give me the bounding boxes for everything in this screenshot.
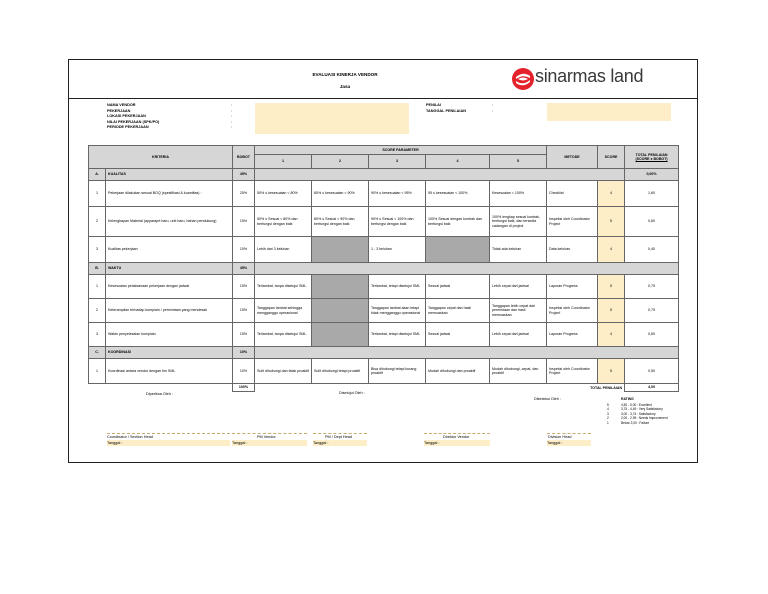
- param-header: 2: [312, 155, 369, 169]
- total-weight: 100%: [233, 384, 255, 392]
- info-labels-left: [107, 103, 159, 131]
- row-weight: 15%: [233, 299, 255, 323]
- grand-total: 4,00: [625, 384, 679, 392]
- row-method: Inspeksi oleh Coordinator Project: [547, 359, 598, 384]
- info-label: PEKERJAAN: [107, 108, 131, 113]
- signature-line: [424, 433, 490, 434]
- section-weight: 45%: [233, 169, 255, 181]
- row-method: Inspeksi oleh Coordinator Project: [547, 299, 598, 323]
- total-label: TOTAL PENILAIAN: [590, 385, 623, 390]
- row-method: Checklist: [547, 181, 598, 207]
- row-number: 3: [89, 323, 106, 347]
- signature-line: [313, 433, 367, 434]
- table-row: [89, 207, 679, 237]
- param-cell: Tanggapan lambat sehingga mengganggu operasional: [255, 299, 312, 323]
- role-pm-vendor: PM Vendor: [257, 435, 276, 439]
- header-total-line1: TOTAL PENILAIAN: [635, 152, 668, 157]
- row-weight: 20%: [233, 181, 255, 207]
- header-kriteria: KRITERIA: [89, 146, 233, 169]
- section-letter: C.: [89, 347, 106, 359]
- row-criteria: Kesesuaian pelaksanaan pekerjaan dengan jadwal: [106, 275, 233, 299]
- header-total: [625, 146, 679, 169]
- row-number: 1: [89, 275, 106, 299]
- score-input[interactable]: 5: [598, 275, 625, 299]
- table-footer-row: [89, 384, 679, 392]
- signature-line: [547, 433, 591, 434]
- row-total: 0,40: [625, 237, 679, 263]
- param-cell: Terlambat, tanpa disetujui SML: [255, 275, 312, 299]
- rating-num: 1: [607, 420, 609, 425]
- param-cell: Sesuai jadwal: [426, 323, 490, 347]
- diketahui-label: Diketahui Oleh :: [534, 397, 562, 401]
- table-row: [89, 275, 679, 299]
- param-cell: Terlambat, tanpa disetujui SML: [255, 323, 312, 347]
- section-letter: B.: [89, 263, 106, 275]
- evaluator-input[interactable]: [547, 103, 671, 121]
- param-cell-disabled: [312, 299, 369, 323]
- param-cell: Tanggapan cepat dan hasil memuaskan: [426, 299, 490, 323]
- section-row: [89, 169, 679, 181]
- sinarmas-logo-icon: [511, 67, 535, 91]
- param-cell: 50% ≤ kesesuaian < 80%: [255, 181, 312, 207]
- row-number: 1: [89, 181, 106, 207]
- row-criteria: Koordinasi antara vendor dengan tim SML: [106, 359, 233, 384]
- evaluation-table: [88, 145, 679, 392]
- info-label: PENILAI: [426, 103, 441, 107]
- row-criteria: Kualitas pekerjaan: [106, 237, 233, 263]
- table-row: [89, 237, 679, 263]
- row-weight: 15%: [233, 275, 255, 299]
- table-row: [89, 323, 679, 347]
- header-metode: METODE: [547, 146, 598, 169]
- param-cell: Mudah dihubungi dan proaktif: [426, 359, 490, 384]
- form-title: EVALUASI KINERJA VENDOR: [312, 72, 378, 77]
- param-cell: Terlambat, tetapi disetujui SML: [369, 275, 426, 299]
- info-label: PERIODE PEKERJAAN: [107, 125, 149, 130]
- vendor-info-input[interactable]: [255, 103, 409, 134]
- role-division-head: Division Head: [548, 435, 572, 439]
- row-number: 3: [89, 237, 106, 263]
- section-letter: A.: [89, 169, 106, 181]
- rating-item: 3,75 - 4,49 : Very Satisfactory: [621, 407, 663, 412]
- param-cell-disabled: [312, 237, 369, 263]
- param-cell: 90% ≤ Sesuai < 100% dan berfungsi dengan baik: [369, 207, 426, 237]
- param-cell-disabled: [426, 237, 490, 263]
- row-number: 1: [89, 359, 106, 384]
- param-cell: 100% lengkap sesuai kontrak, berfungsi baik, dan tersedia cadangan di project: [490, 207, 547, 237]
- tanggal-label: Tanggal :: [107, 441, 123, 445]
- param-cell: Tanggapan lambat akan tetapi tidak mengganggu operasional: [369, 299, 426, 323]
- rating-num: 3: [607, 411, 609, 416]
- section-row: [89, 347, 679, 359]
- section-weight: 45%: [233, 263, 255, 275]
- tanggal-label: Tanggal :: [424, 441, 440, 445]
- header-score-parameter: SCORE PARAMETER: [255, 146, 547, 155]
- score-input[interactable]: 4: [598, 323, 625, 347]
- footer-spacer: [89, 384, 233, 392]
- tanggal-label: Tanggal :: [232, 441, 248, 445]
- info-label: NILAI PEKERJAAN (SPK/PO): [107, 119, 160, 124]
- param-cell: 1 - 3 keluhan: [369, 237, 426, 263]
- row-criteria: Waktu penyelesaian komplain: [106, 323, 233, 347]
- role-pm-dept-head: PM / Dept Head: [325, 435, 353, 439]
- rating-title: RATING: [621, 397, 634, 401]
- param-cell: Tanggapan lebih cepat dari permintaan dan hasil memuaskan: [490, 299, 547, 323]
- row-criteria: Pekerjaan dilakukan sesuai BOQ (spesifikasi & kuantitas) :: [106, 181, 233, 207]
- param-header: 4: [426, 155, 490, 169]
- param-cell: Terlambat, tetapi disetujui SML: [369, 323, 426, 347]
- header-divider: [68, 98, 698, 99]
- info-label: NAMA VENDOR: [107, 103, 136, 107]
- row-total: 1,60: [625, 181, 679, 207]
- rating-numbers: [607, 403, 609, 425]
- score-input[interactable]: 5: [598, 207, 625, 237]
- colon: :: [492, 103, 494, 107]
- diperiksa-label: Diperiksa Oleh :: [146, 392, 174, 396]
- colon: :: [231, 114, 233, 119]
- param-cell: 100% Sesuai dengan kontrak dan berfungsi baik: [426, 207, 490, 237]
- row-method: Inspeksi oleh Coordinator Project: [547, 207, 598, 237]
- row-weight: 15%: [233, 207, 255, 237]
- param-header: 3: [369, 155, 426, 169]
- row-total: 0,75: [625, 275, 679, 299]
- section-spacer: [255, 347, 679, 359]
- role-direktur-vendor: Direktur Vendor: [443, 435, 470, 439]
- section-spacer: [255, 169, 625, 181]
- section-name: KUALITAS: [106, 169, 233, 181]
- param-cell: Tidak ada keluhan: [490, 237, 547, 263]
- table-row: [89, 299, 679, 323]
- row-weight: 10%: [233, 237, 255, 263]
- tanggal-label: Tanggal :: [313, 441, 329, 445]
- colon: :: [231, 125, 233, 130]
- disetujui-label: Disetujui Oleh :: [339, 391, 365, 395]
- param-cell: Bisa dihubungi tetapi kurang proaktif: [369, 359, 426, 384]
- row-method: Laporan Progress: [547, 275, 598, 299]
- rating-item: 2,00 - 2,99 : Needs Improvement: [621, 416, 668, 421]
- colon: :: [231, 119, 233, 124]
- param-cell: Sesuai jadwal: [426, 275, 490, 299]
- param-cell: Lebih dari 3 keluhan: [255, 237, 312, 263]
- table-row: [89, 181, 679, 207]
- table-row: [89, 359, 679, 384]
- row-total: 0,60: [625, 207, 679, 237]
- rating-num: 5: [607, 403, 609, 407]
- info-labels-right: [426, 103, 466, 114]
- row-total: 0,60: [625, 323, 679, 347]
- colon: :: [492, 108, 494, 113]
- header-score: SCORE: [598, 146, 625, 169]
- signature-line: [107, 433, 230, 434]
- section-spacer: [255, 263, 679, 275]
- row-method: Data keluhan: [547, 237, 598, 263]
- param-cell: 95 ≤ kesesuaian < 100%: [426, 181, 490, 207]
- row-number: 2: [89, 299, 106, 323]
- row-number: 2: [89, 207, 106, 237]
- colon: :: [231, 108, 233, 113]
- colon: :: [231, 103, 233, 107]
- rating-legend: [621, 403, 668, 425]
- role-coordinator: Coordinator / Section Head: [107, 435, 153, 439]
- score-input[interactable]: 5: [598, 359, 625, 384]
- param-cell: Sulit dihubungi tetapi proaktif: [312, 359, 369, 384]
- param-cell: 80% ≤ kesesuaian < 90%: [312, 181, 369, 207]
- rating-item: Below 2,00 : Failure: [621, 420, 650, 425]
- param-cell: 50% ≤ Sesuai < 80% dan berfungsi dengan baik: [255, 207, 312, 237]
- row-total: 0,50: [625, 359, 679, 384]
- param-header: 5: [490, 155, 547, 169]
- param-cell: Lebih cepat dari jadwal: [490, 275, 547, 299]
- param-cell: Sulit dihubungi dan tidak proaktif: [255, 359, 312, 384]
- section-name: KOORDINASI: [106, 347, 233, 359]
- header-bobot: BOBOT: [233, 146, 255, 169]
- section-row: [89, 263, 679, 275]
- row-weight: 15%: [233, 323, 255, 347]
- rating-item: 4,50 - 5,00 : Excellent: [621, 403, 652, 407]
- row-weight: 10%: [233, 359, 255, 384]
- info-label: TANGGAL PENILAIAN: [426, 108, 466, 113]
- param-cell-disabled: [312, 275, 369, 299]
- rating-item: 3,00 - 3,74 : Satisfactory: [621, 411, 656, 416]
- score-input[interactable]: 4: [598, 237, 625, 263]
- signature-line: [232, 433, 307, 434]
- brand-wordmark: sinarmas land: [535, 66, 644, 86]
- param-header: 1: [255, 155, 312, 169]
- row-criteria: Kelengkapan Material (apparaprt baru, unit baru, bahan pendukung): [106, 207, 233, 237]
- row-criteria: Keterampilan terhadap komplain / permintaan yang mendesak: [106, 299, 233, 323]
- param-cell-disabled: [312, 323, 369, 347]
- row-total: 0,75: [625, 299, 679, 323]
- param-cell: 80% ≤ Sesuai < 90% dan berfungsi dengan baik: [312, 207, 369, 237]
- row-method: Laporan Progress: [547, 323, 598, 347]
- score-input[interactable]: 5: [598, 299, 625, 323]
- tanggal-field[interactable]: [107, 440, 230, 446]
- param-cell: Mudah dihubungi, cepat, dan proaktif: [490, 359, 547, 384]
- param-cell: Kesesuaian = 100%: [490, 181, 547, 207]
- section-total: 0,00%: [625, 169, 679, 181]
- header-total-line2: (SCORE x BOBOT): [635, 157, 668, 161]
- section-name: WAKTU: [106, 263, 233, 275]
- form-subtitle: Jasa: [339, 84, 351, 89]
- section-weight: 10%: [233, 347, 255, 359]
- tanggal-label: Tanggal :: [547, 441, 563, 445]
- rating-num: 4: [607, 407, 609, 412]
- score-input[interactable]: 4: [598, 181, 625, 207]
- info-colons-right: [492, 103, 493, 114]
- rating-num: 2: [607, 416, 609, 421]
- param-cell: Lebih cepat dari jadwal: [490, 323, 547, 347]
- info-label: LOKASI PEKERJAAN: [107, 114, 146, 119]
- info-colons-left: [231, 103, 232, 131]
- param-cell: 90% ≤ kesesuaian < 95%: [369, 181, 426, 207]
